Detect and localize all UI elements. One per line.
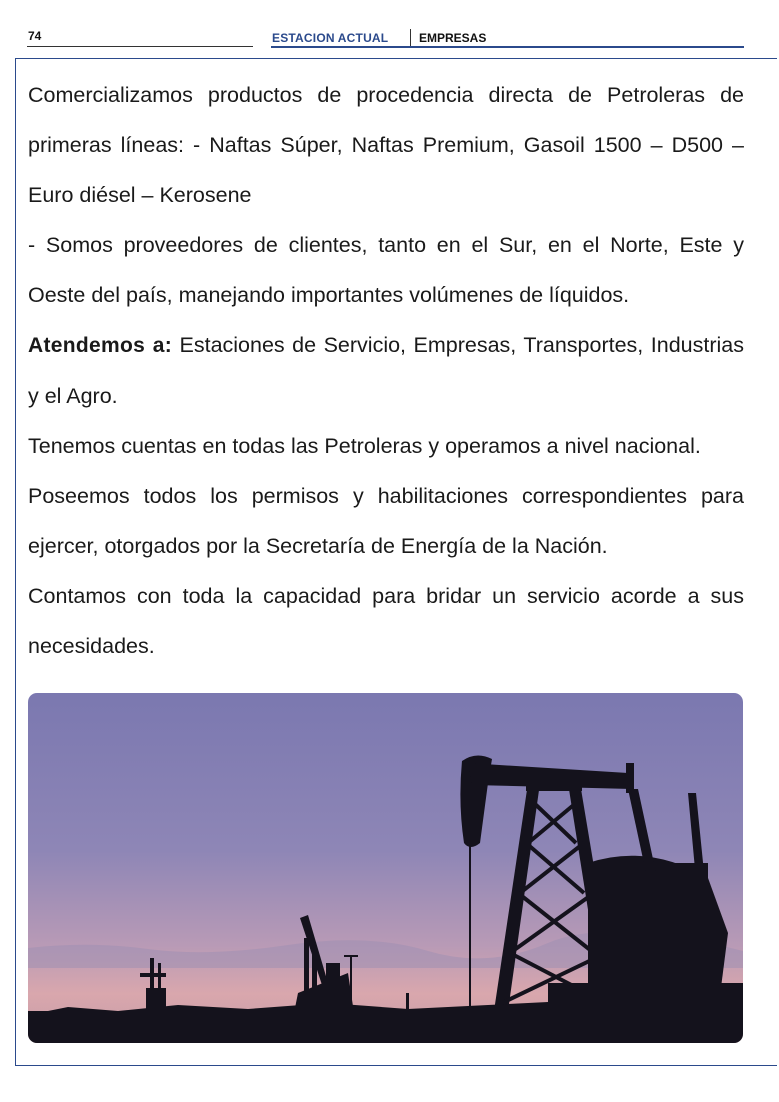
header-rule-right (271, 46, 744, 48)
paragraph-products: Comercializamos productos de procedencia directa de Petroleras de primeras líneas: - Naftas Súper, Naftas Premium, Gasoil 1500 – D500 – Euro diésel – Kerosene (28, 83, 744, 207)
header-section-title: ESTACION ACTUAL (272, 31, 389, 45)
clients-text: Estaciones de Servicio, Empresas, Transportes, Industrias y el Agro. (28, 333, 744, 408)
paragraph-clients (28, 320, 744, 421)
paragraph-suppliers: - Somos proveedores de clientes, tanto en el Sur, en el Norte, Este y Oeste del país, manejando importantes volúmenes de líquidos. (28, 233, 744, 307)
clients-label: Atendemos a: (28, 334, 172, 357)
paragraph-permits: Poseemos todos los permisos y habilitaciones correspondientes para ejercer, otorgados por la Secretaría de Energía de la Nación. (28, 484, 744, 558)
page-number: 74 (28, 29, 42, 43)
paragraph-accounts: Tenemos cuentas en todas las Petroleras y operamos a nivel nacional. (28, 434, 701, 458)
paragraph-capacity: Contamos con toda la capacidad para bridar un servicio acorde a sus necesidades. (28, 584, 744, 658)
header-category: EMPRESAS (419, 31, 487, 45)
header-separator (410, 29, 411, 46)
pumpjack-sunset-image (28, 693, 743, 1043)
header-rule-left (27, 46, 253, 47)
article-body (28, 70, 744, 671)
oil-pumpjack-photo (28, 693, 743, 1043)
